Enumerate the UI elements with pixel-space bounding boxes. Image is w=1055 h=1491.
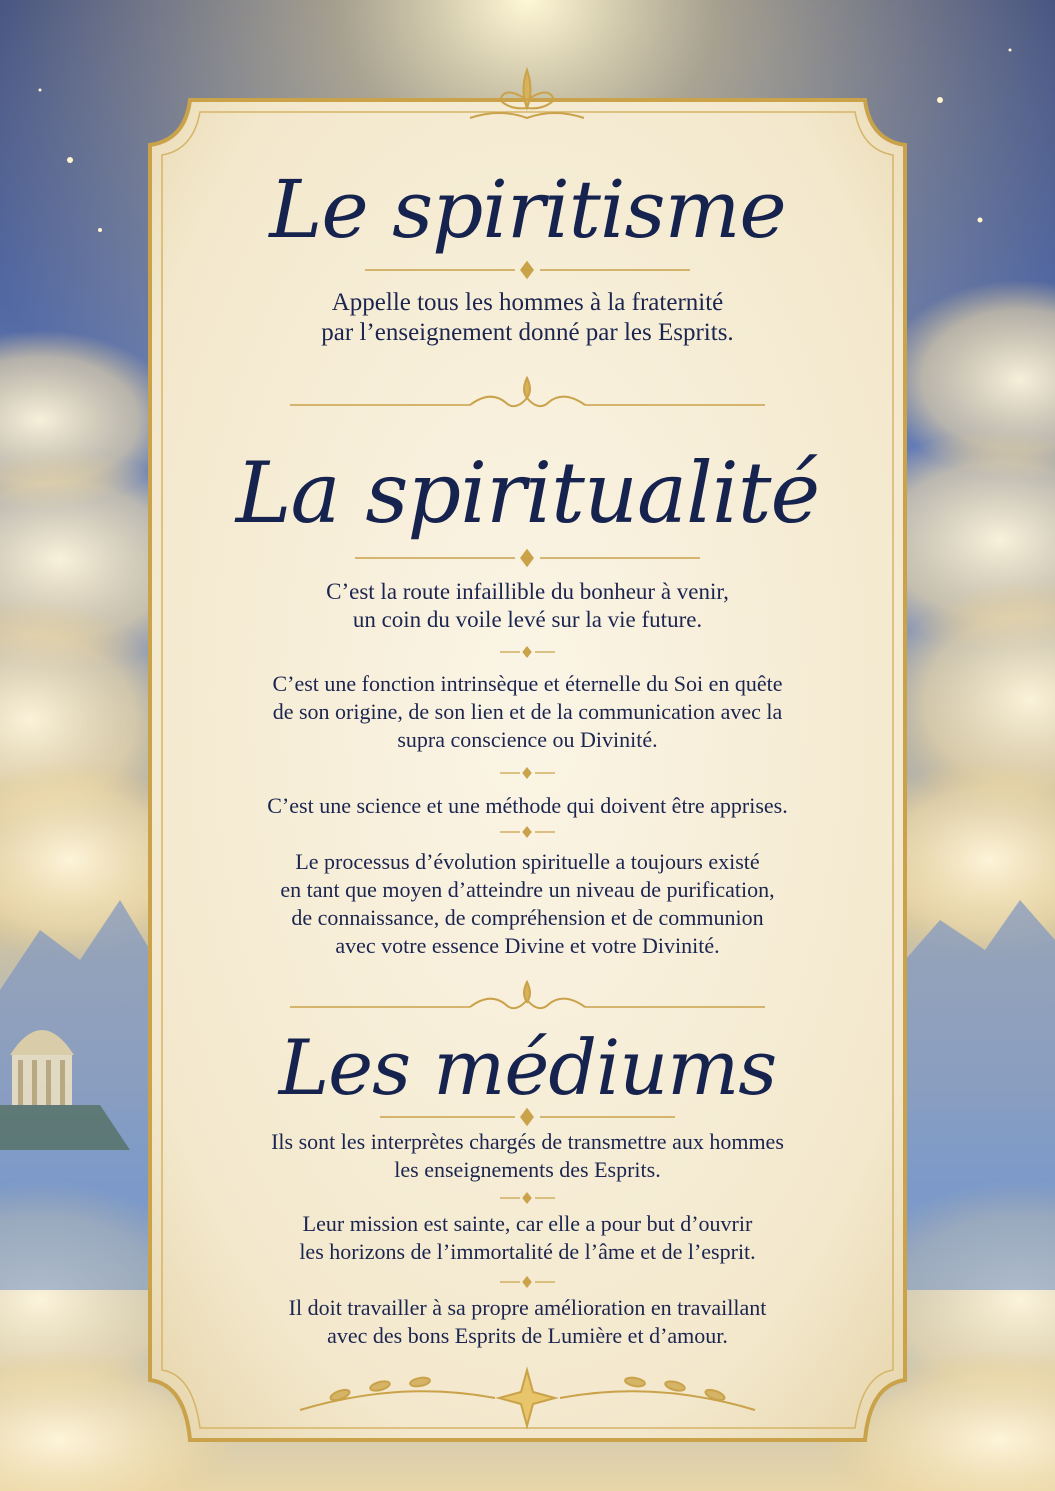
title-spiritualite: La spiritualité (235, 444, 820, 542)
paragraph-mediums-2: Leur mission est sainte, car elle a pour but d’ouvrir les horizons de l’immortalité de l’âme et de l’esprit. (299, 1211, 756, 1264)
paragraph-spiritualite-1: C’est la route infaillible du bonheur à venir, un coin du voile levé sur la vie future. (326, 579, 729, 632)
paragraph-spiritisme-1: Appelle tous les hommes à la fraternité par l’enseignement donné par les Esprits. (321, 289, 734, 346)
paragraph-spiritualite-2: C’est une fonction intrinsèque et éternelle du Soi en quête de son origine, de son lien et de la communication avec la supra conscience ou Divinité. (272, 671, 783, 752)
title-mediums: Les médiums (278, 1023, 777, 1112)
paragraph-mediums-3: Il doit travailler à sa propre amélioration en travaillant avec des bons Esprits de Lumière et d’amour. (288, 1295, 767, 1348)
paragraph-spiritualite-4: Le processus d’évolution spirituelle a toujours existé en tant que moyen d’atteindre un niveau de purification, de connaissance, de compréhension et de communion avec votre essence Divine et votre Divinité. (280, 849, 775, 958)
paragraph-spiritualite-3: C’est une science et une méthode qui doivent être apprises. (267, 793, 788, 818)
title-spiritisme: Le spiritisme (269, 163, 786, 256)
paragraph-mediums-1: Ils sont les interprètes chargés de transmettre aux hommes les enseignements des Esprits. (271, 1129, 784, 1182)
parchment-content (150, 0, 905, 1491)
